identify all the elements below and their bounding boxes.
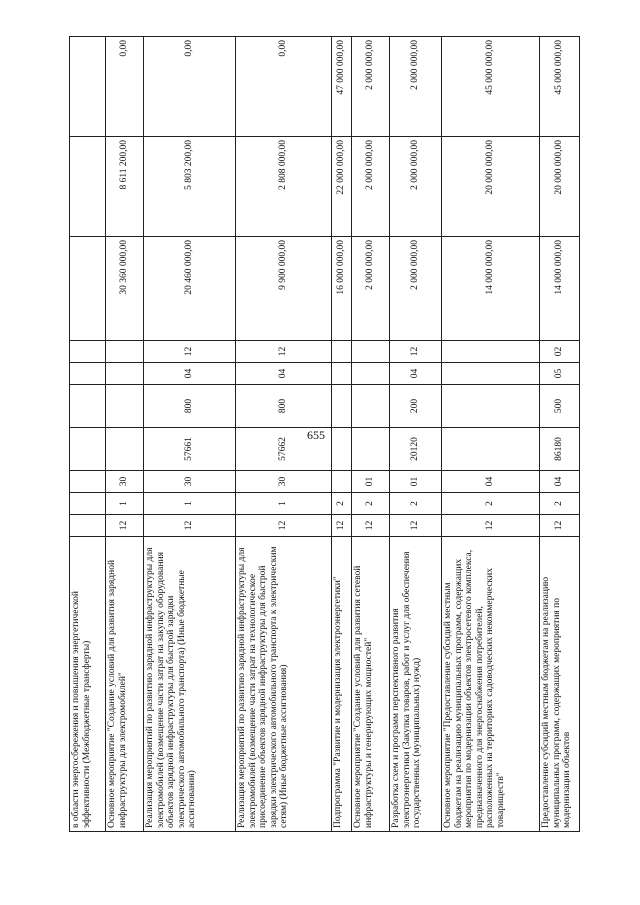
code-expense-type: 800 <box>236 385 332 428</box>
code-section: 04 <box>144 363 236 385</box>
amount-year-2: 2 000 000,00 <box>352 137 390 237</box>
row-name: Основное мероприятие "Создание условий для развития сетевой инфраструктуры и генерирующих мощностей" <box>352 537 390 832</box>
code-expense-type <box>332 385 352 428</box>
amount-year-1: 20 460 000,00 <box>144 237 236 341</box>
code-sub <box>70 493 106 515</box>
page-number: 655 <box>307 428 325 442</box>
code-expense-type <box>352 385 390 428</box>
table-body <box>70 37 580 832</box>
amount-year-3: 0,00 <box>236 37 332 137</box>
code-direction <box>442 428 540 471</box>
code-direction <box>332 428 352 471</box>
code-subsection <box>106 341 144 363</box>
code-subsection: 12 <box>390 341 442 363</box>
code-expense-type <box>442 385 540 428</box>
amount-year-3: 2 000 000,00 <box>352 37 390 137</box>
code-section <box>352 363 390 385</box>
code-direction: 57662 <box>236 428 332 471</box>
code-om: 04 <box>540 471 580 493</box>
code-direction: 57661 <box>144 428 236 471</box>
amount-year-1: 14 000 000,00 <box>540 237 580 341</box>
code-subsection <box>442 341 540 363</box>
code-sub: 2 <box>352 493 390 515</box>
amount-year-3: 45 000 000,00 <box>442 37 540 137</box>
row-name: Подпрограмма "Развитие и модернизация электроэнергетики" <box>332 537 352 832</box>
table-row <box>352 37 390 832</box>
code-om: 30 <box>236 471 332 493</box>
amount-year-3 <box>70 37 106 137</box>
code-direction <box>106 428 144 471</box>
table-row <box>144 37 236 832</box>
code-subsection <box>352 341 390 363</box>
rotated-page-content <box>69 37 579 832</box>
code-om: 01 <box>390 471 442 493</box>
code-sub: 1 <box>236 493 332 515</box>
row-name: Реализация мероприятий по развитию зарядной инфраструктуры для электромобилей (возмещение части затрат на технологическое присоединение объектов зарядной инфраструктуры для быстрой зарядки электрического автомобильного транспорта к электрическим сетям) (Иные бюджетные ассигнования) <box>236 537 332 832</box>
code-gp <box>70 515 106 537</box>
code-gp: 12 <box>144 515 236 537</box>
code-subsection <box>70 341 106 363</box>
code-section: 05 <box>540 363 580 385</box>
code-om: 30 <box>144 471 236 493</box>
amount-year-1: 30 360 000,00 <box>106 237 144 341</box>
amount-year-2: 20 000 000,00 <box>442 137 540 237</box>
code-gp: 12 <box>442 515 540 537</box>
table-row <box>390 37 442 832</box>
table-row <box>540 37 580 832</box>
code-section <box>106 363 144 385</box>
amount-year-3: 45 000 000,00 <box>540 37 580 137</box>
code-om: 04 <box>442 471 540 493</box>
code-section: 04 <box>390 363 442 385</box>
code-gp: 12 <box>332 515 352 537</box>
code-om <box>332 471 352 493</box>
row-name: Основное мероприятие "Создание условий для развития зарядной инфраструктуры для электромобилей" <box>106 537 144 832</box>
code-section <box>442 363 540 385</box>
code-direction <box>70 428 106 471</box>
amount-year-3: 0,00 <box>144 37 236 137</box>
amount-year-1: 2 000 000,00 <box>390 237 442 341</box>
code-expense-type <box>106 385 144 428</box>
amount-year-2: 2 000 000,00 <box>390 137 442 237</box>
code-expense-type: 200 <box>390 385 442 428</box>
amount-year-2: 22 000 000,00 <box>332 137 352 237</box>
amount-year-1: 16 000 000,00 <box>332 237 352 341</box>
row-name: Основное мероприятие "Предоставление субсидий местным бюджетам на реализацию муниципальных программ, содержащих мероприятия по модернизации объектов электросетевого комплекса, предназначенного для энергоснабжения потребителей, расположенных на территориях садоводческих некоммерческих товариществ" <box>442 537 540 832</box>
code-sub: 2 <box>332 493 352 515</box>
code-direction: 20120 <box>390 428 442 471</box>
amount-year-3: 0,00 <box>106 37 144 137</box>
code-gp: 12 <box>236 515 332 537</box>
code-sub: 1 <box>106 493 144 515</box>
code-gp: 12 <box>390 515 442 537</box>
code-subsection: 12 <box>144 341 236 363</box>
code-gp: 12 <box>540 515 580 537</box>
code-sub: 1 <box>144 493 236 515</box>
code-sub: 2 <box>442 493 540 515</box>
amount-year-1: 2 000 000,00 <box>352 237 390 341</box>
table-row <box>442 37 540 832</box>
code-om: 01 <box>352 471 390 493</box>
code-gp: 12 <box>106 515 144 537</box>
amount-year-2: 8 611 200,00 <box>106 137 144 237</box>
amount-year-3: 2 000 000,00 <box>390 37 442 137</box>
row-name: в области энергосбережения и повышения энергетической эффективности (Межбюджетные трансферты) <box>70 537 106 832</box>
amount-year-2 <box>70 137 106 237</box>
amount-year-1: 9 900 000,00 <box>236 237 332 341</box>
code-subsection: 12 <box>236 341 332 363</box>
code-section <box>332 363 352 385</box>
code-expense-type <box>70 385 106 428</box>
row-name: Разработка схем и программ перспективного развития электроэнергетики (Закупка товаров, работ и услуг для обеспечения государственных (муниципальных) нужд) <box>390 537 442 832</box>
table-row <box>236 37 332 832</box>
row-name: Предоставление субсидий местным бюджетам на реализацию муниципальных программ, содержащих мероприятия по модернизации объектов <box>540 537 580 832</box>
amount-year-1 <box>70 237 106 341</box>
amount-year-2: 5 803 200,00 <box>144 137 236 237</box>
code-expense-type: 800 <box>144 385 236 428</box>
budget-table <box>69 36 580 832</box>
code-section: 04 <box>236 363 332 385</box>
amount-year-3: 47 000 000,00 <box>332 37 352 137</box>
row-name: Реализация мероприятий по развитию зарядной инфраструктуры для электромобилей (возмещение части затрат на закупку оборудования объектов зарядной инфраструктуры для быстрой зарядки электрического автомобильного транспорта) (Иные бюджетные ассигнования) <box>144 537 236 832</box>
code-subsection <box>332 341 352 363</box>
code-direction: 86180 <box>540 428 580 471</box>
code-sub: 2 <box>540 493 580 515</box>
table-row <box>70 37 106 832</box>
table-row <box>332 37 352 832</box>
amount-year-2: 2 808 000,00 <box>236 137 332 237</box>
amount-year-2: 20 000 000,00 <box>540 137 580 237</box>
code-direction <box>352 428 390 471</box>
code-gp: 12 <box>352 515 390 537</box>
code-om <box>70 471 106 493</box>
table-row <box>106 37 144 832</box>
code-expense-type: 500 <box>540 385 580 428</box>
code-subsection: 02 <box>540 341 580 363</box>
amount-year-1: 14 000 000,00 <box>442 237 540 341</box>
code-section <box>70 363 106 385</box>
code-om: 30 <box>106 471 144 493</box>
code-sub: 2 <box>390 493 442 515</box>
